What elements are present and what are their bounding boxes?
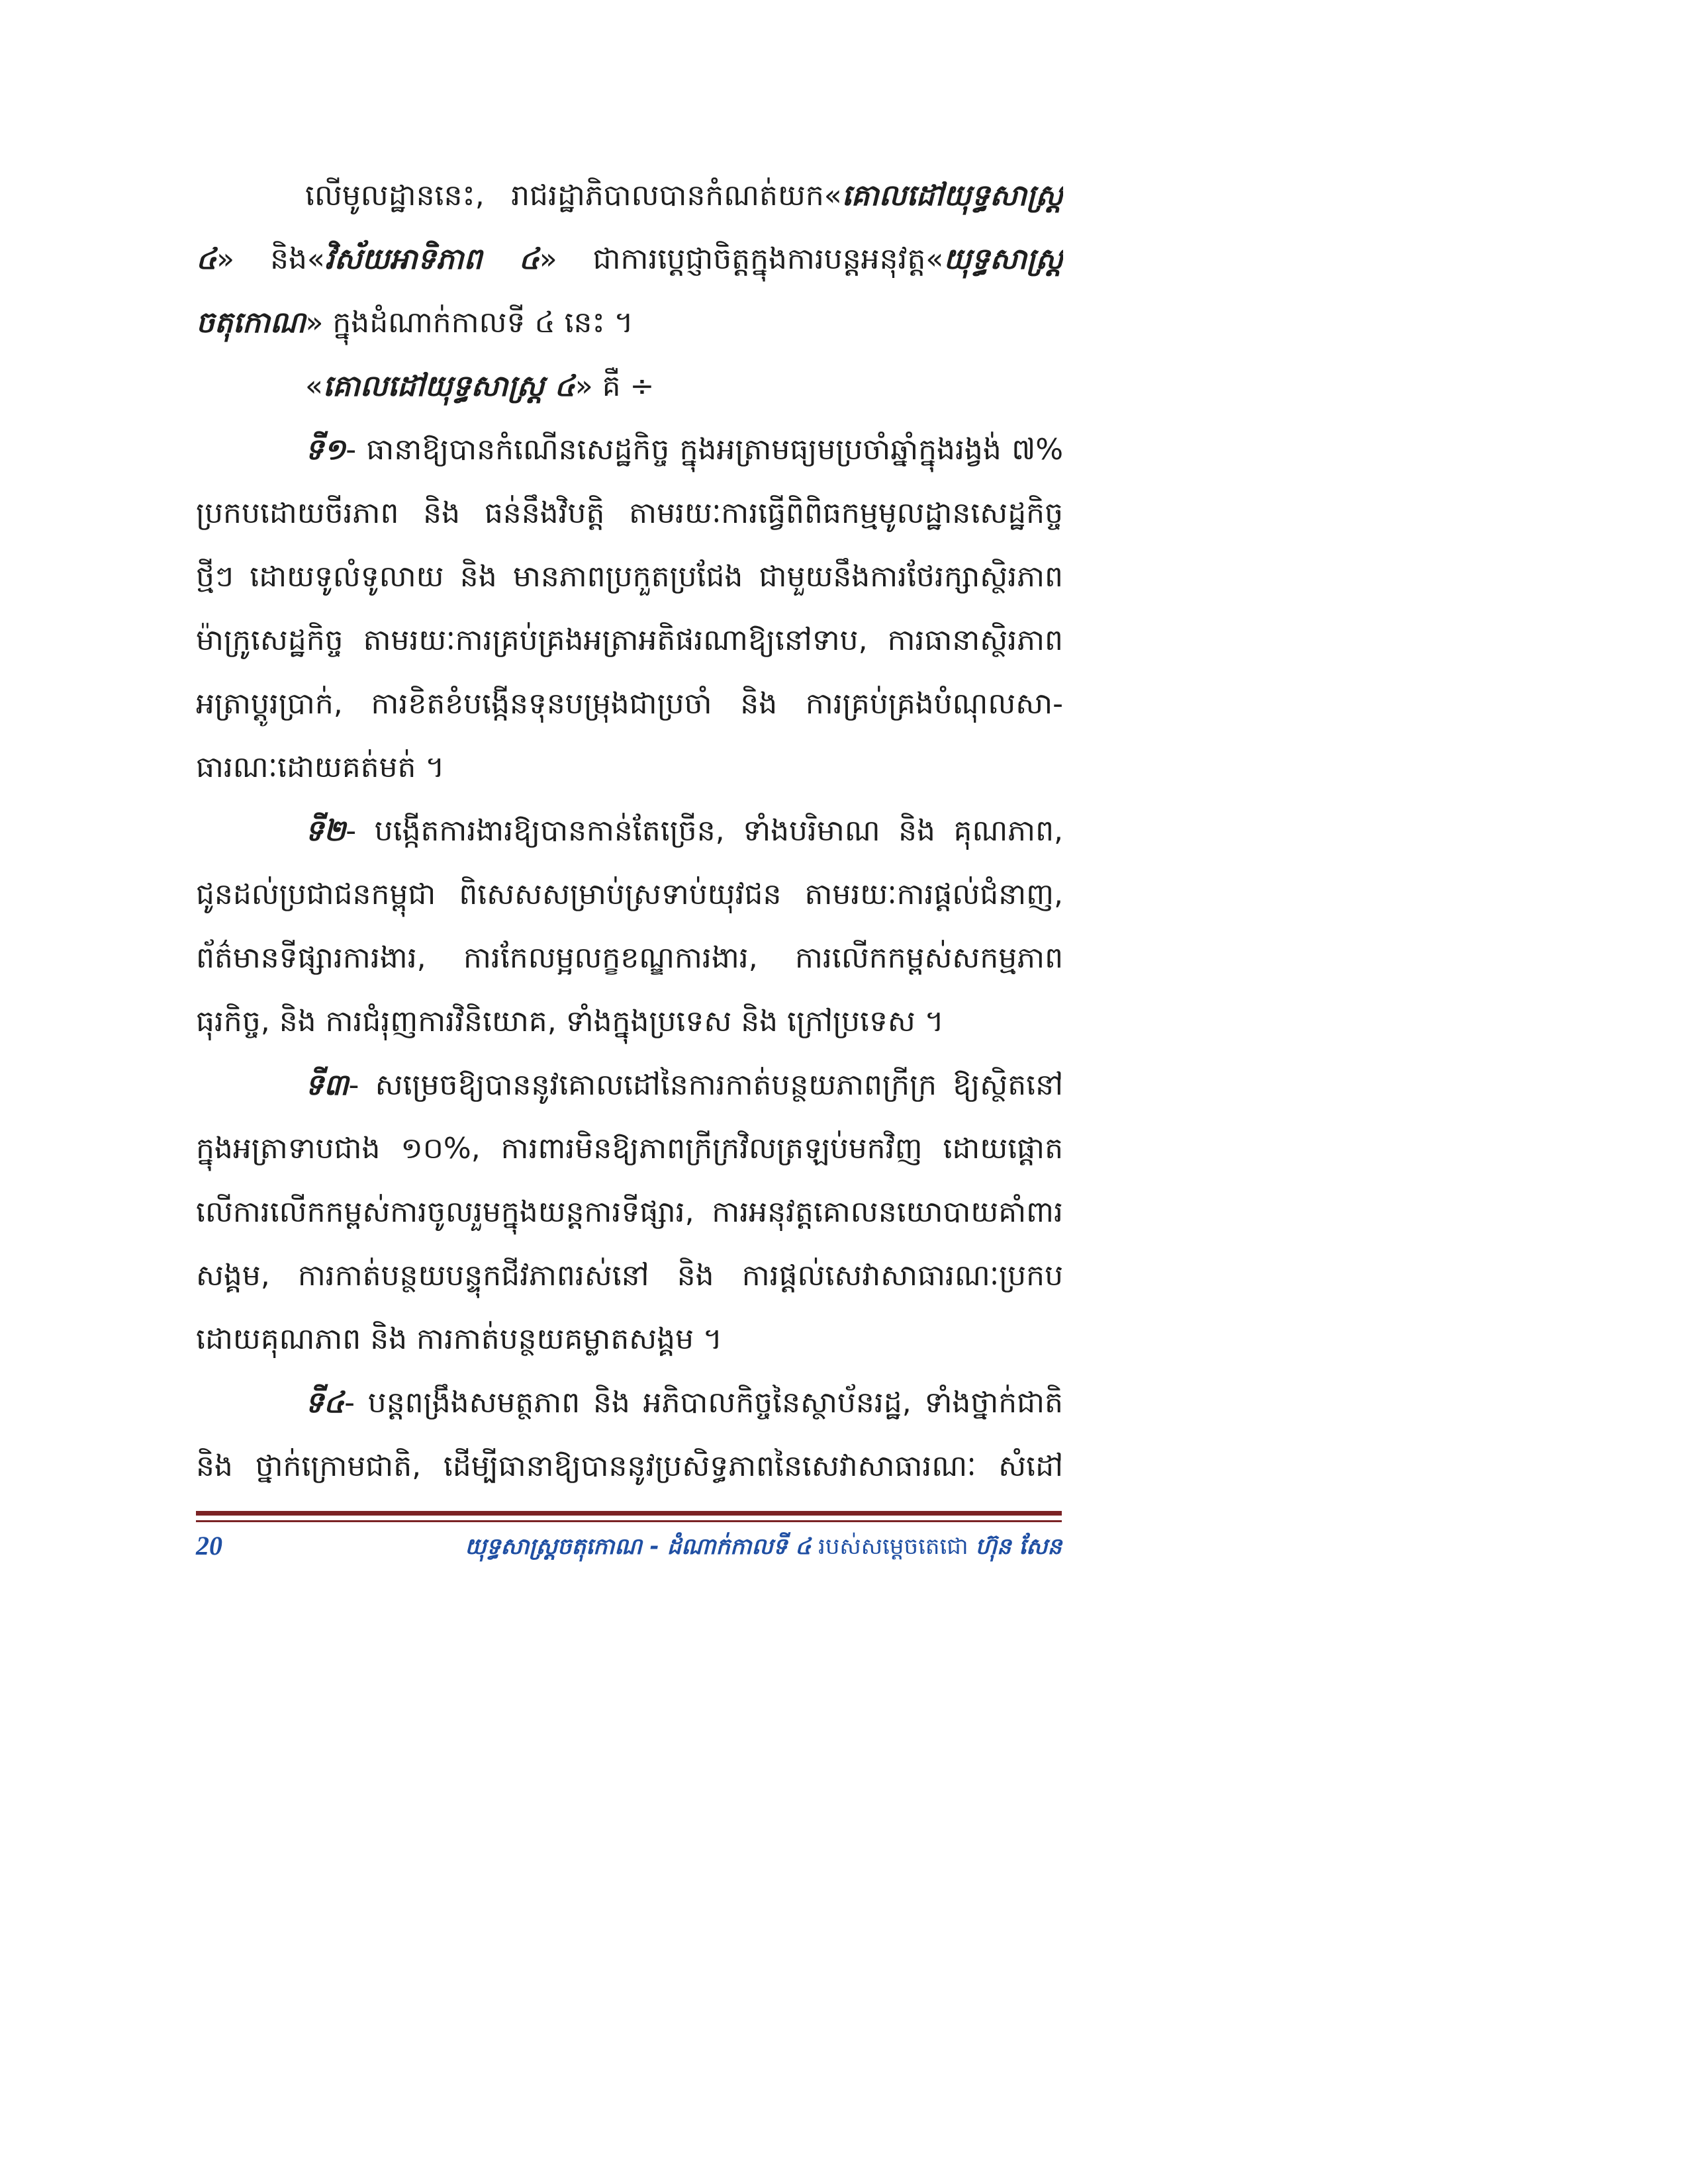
running-title-by: របស់សម្តេចតេជោ	[811, 1533, 976, 1560]
text-run: ដោយគុណភាព និង ការកាត់បន្ថយគម្លាតសង្គម ។	[196, 1322, 722, 1356]
text-run: ប្រកបដោយចីរភាព និង ធន់នឹងវិបត្តិ តាមរយៈការធ្វើពិពិធកម្មមូលដ្ឋានសេដ្ឋកិច្ច	[196, 496, 1063, 530]
text-run: លើមូលដ្ឋាននេះ, រាជរដ្ឋាភិបាលបានកំណត់យក«	[305, 179, 842, 212]
footer-rule-thick	[196, 1511, 1062, 1516]
text-run: » ក្នុងដំណាក់កាលទី ៤ នេះ ។	[305, 306, 633, 340]
text-line	[196, 164, 1063, 228]
emphasis-text: ទី៣	[305, 1068, 349, 1102]
text-run: » គឺ ÷	[575, 369, 655, 403]
text-run: - សម្រេចឱ្យបាននូវគោលដៅនៃការកាត់បន្ថយភាពក្រីក្រ ឱ្យស្ថិតនៅ	[348, 1068, 1063, 1102]
text-run: - បន្តពង្រឹងសមត្ថភាព និង អភិបាលកិច្ចនៃស្ថាប័នរដ្ឋ, ទាំងថ្នាក់ជាតិ	[344, 1386, 1063, 1420]
text-line	[196, 1435, 1063, 1498]
emphasis-text: ទី១	[305, 433, 346, 467]
text-line	[196, 228, 1063, 291]
paragraph	[196, 164, 1063, 355]
text-line	[196, 355, 1063, 418]
text-run: ជូនដល់ប្រជាជនកម្ពុជា ពិសេសសម្រាប់ស្រទាប់យុវជន តាមរយៈការផ្តល់ជំនាញ,	[196, 878, 1063, 911]
text-run: ម៉ាក្រូសេដ្ឋកិច្ច តាមរយៈការគ្រប់គ្រងអត្រាអតិផរណាឱ្យនៅទាប, ការធានាស្ថិរភាព	[196, 623, 1063, 657]
text-run: » ជាការប្តេជ្ញាចិត្តក្នុងការបន្តអនុវត្ត«	[539, 242, 944, 276]
emphasis-text: គោលដៅយុទ្ធសាស្ត្រ	[841, 179, 1063, 212]
text-run: ព័ត៌មានទីផ្សារការងារ, ការកែលម្អលក្ខខណ្ឌការងារ, ការលើកកម្ពស់សកម្មភាព	[196, 941, 1063, 975]
text-run: លើការលើកកម្ពស់ការចូលរួមក្នុងយន្តការទីផ្សារ, ការអនុវត្តគោលនយោបាយគាំពារ	[196, 1195, 1063, 1229]
text-line	[196, 1054, 1063, 1117]
text-run: - បង្កើតការងារឱ្យបានកាន់តែច្រើន, ទាំងបរិមាណ និង គុណភាព,	[346, 814, 1063, 848]
paragraph	[196, 1054, 1063, 1371]
text-run: ថ្មីៗ ដោយទូលំទូលាយ និង មានភាពប្រកួតប្រជែង ជាមួយនឹងការថែរក្សាស្ថិរភាព	[196, 560, 1063, 594]
text-run: ក្នុងអត្រាទាបជាង ១០%, ការពារមិនឱ្យភាពក្រីក្រវិលត្រឡប់មកវិញ ដោយផ្តោត	[196, 1132, 1063, 1165]
text-line	[196, 927, 1063, 990]
text-run: » និង«	[216, 242, 325, 276]
emphasis-text: ចតុកោណ	[196, 306, 306, 340]
emphasis-text: យុទ្ធសាស្ត្រ	[943, 242, 1063, 276]
emphasis-text: ៤	[196, 242, 217, 276]
text-run: ធារណៈដោយគត់មត់ ។	[196, 751, 445, 784]
text-line	[196, 291, 1063, 355]
page-number: 20	[196, 1531, 222, 1561]
text-run: - ធានាឱ្យបានកំណើនសេដ្ឋកិច្ច ក្នុងអត្រាមធ្យមប្រចាំឆ្នាំក្នុងរង្វង់ ៧%	[346, 433, 1063, 467]
paragraph	[196, 799, 1063, 1054]
text-line	[196, 418, 1063, 482]
text-line	[196, 1244, 1063, 1308]
text-line	[196, 799, 1063, 863]
paragraph	[196, 1371, 1063, 1498]
text-run: «	[305, 369, 323, 403]
text-line	[196, 990, 1063, 1054]
text-line	[196, 609, 1063, 672]
text-line	[196, 545, 1063, 609]
text-line	[196, 1181, 1063, 1244]
text-run: ធុរកិច្ច, និង ការជំរុញការវិនិយោគ, ទាំងក្នុងប្រទេស និង ក្រៅប្រទេស ។	[196, 1005, 944, 1038]
emphasis-text: ទី២	[305, 814, 346, 848]
emphasis-text: គោលដៅយុទ្ធសាស្ត្រ ៤	[322, 369, 575, 403]
text-line	[196, 863, 1063, 927]
text-run: សង្គម, ការកាត់បន្ថយបន្ទុកជីវភាពរស់នៅ និង ការផ្តល់សេវាសាធារណៈប្រកប	[196, 1259, 1063, 1293]
running-title-book: យុទ្ធសាស្ត្រចតុកោណ - ដំណាក់កាលទី ៤	[465, 1533, 812, 1560]
emphasis-text: ទី៤	[305, 1386, 345, 1420]
emphasis-text: វិស័យអាទិភាព ៤	[324, 242, 539, 276]
text-run: អត្រាប្តូរប្រាក់, ការខិតខំបង្កើនទុនបម្រុងជាប្រចាំ និង ការគ្រប់គ្រងបំណុលសា-	[196, 687, 1063, 721]
text-line	[196, 1371, 1063, 1435]
body-text	[196, 164, 1063, 1498]
text-line	[196, 672, 1063, 736]
paragraph	[196, 418, 1063, 799]
text-run: និង ថ្នាក់ក្រោមជាតិ, ដើម្បីធានាឱ្យបាននូវប្រសិទ្ធភាពនៃសេវាសាធារណៈ សំដៅ	[196, 1449, 1063, 1483]
text-line	[196, 482, 1063, 545]
footer-rule-thin	[196, 1520, 1062, 1522]
running-title	[465, 1532, 1062, 1565]
running-title-author: ហ៊ុន សែន	[975, 1533, 1062, 1560]
paragraph	[196, 355, 1063, 418]
text-line	[196, 1117, 1063, 1181]
text-line	[196, 736, 1063, 799]
text-line	[196, 1308, 1063, 1371]
